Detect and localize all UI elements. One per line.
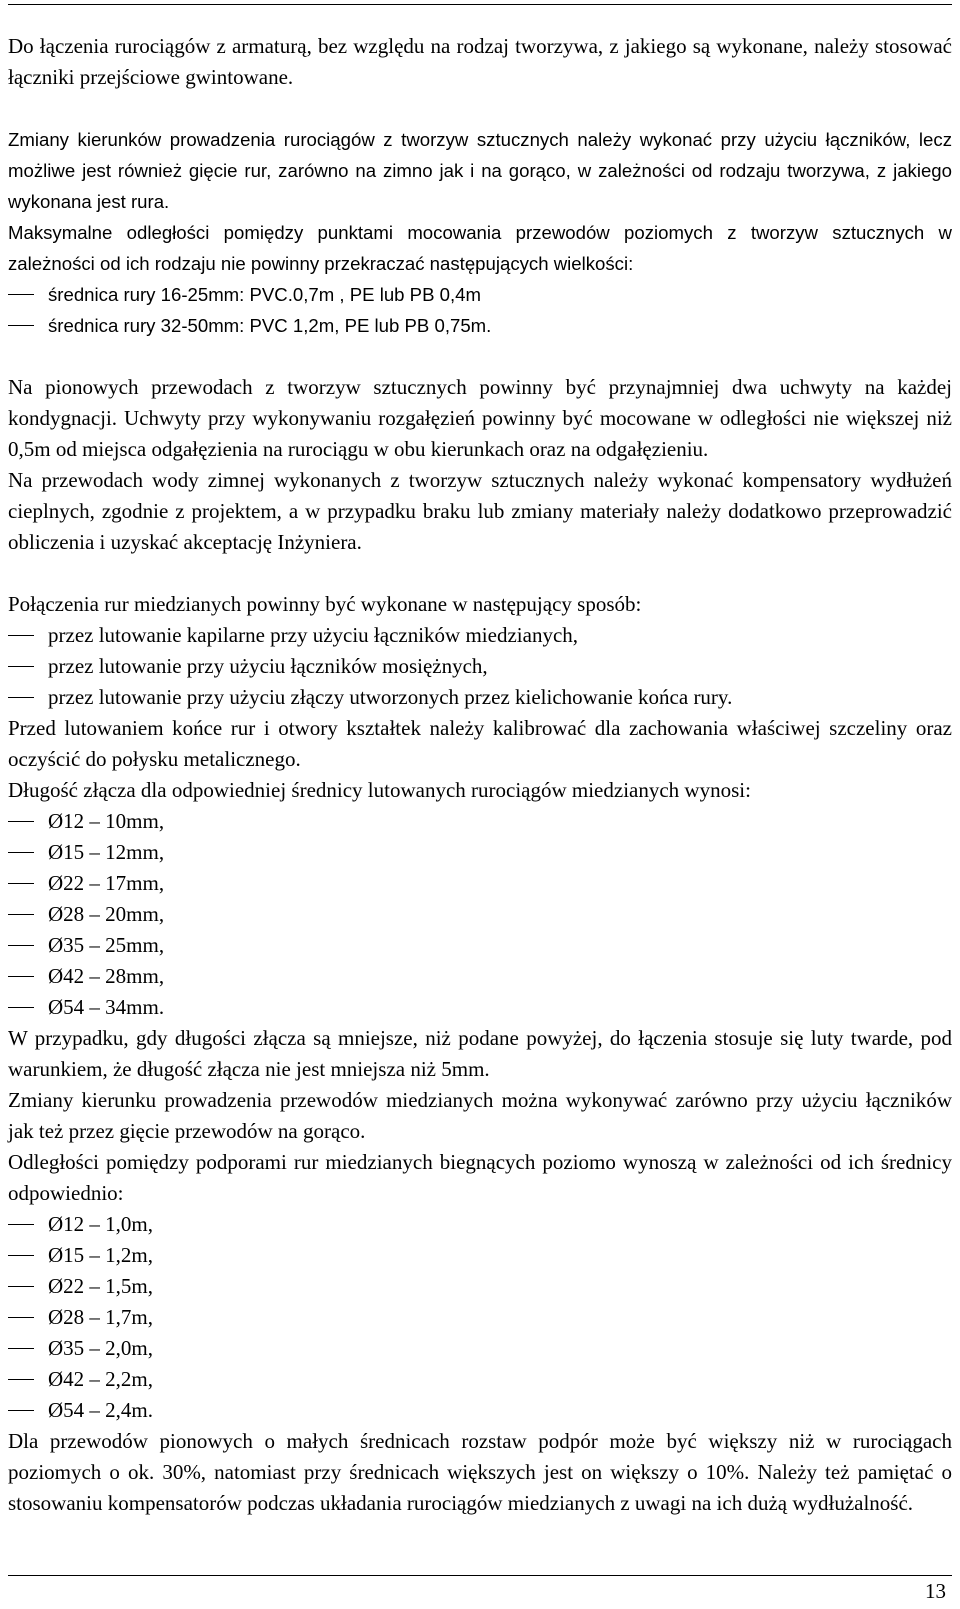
dash-icon	[8, 1007, 34, 1008]
list-joint-lengths	[8, 806, 952, 1023]
list-item: Ø35 – 25mm,	[8, 930, 952, 961]
dash-icon	[8, 325, 34, 326]
dash-icon	[8, 1410, 34, 1411]
footer-rule	[8, 1575, 952, 1576]
dash-icon	[8, 1317, 34, 1318]
paragraph-vertical-supports: Dla przewodów pionowych o małych średnicach rozstaw podpór może być większy niż w rurociągach poziomych o ok. 30%, natomiast przy średnicach większych jest on większy o 10%. Należy też pamiętać o stosowaniu kompensatorów podczas układania rurociągów miedzianych z uwagi na ich dużą wydłużalność.	[8, 1429, 952, 1515]
paragraph-direction-changes: Zmiany kierunków prowadzenia rurociągów z tworzyw sztucznych należy wykonać przy użyciu łączników, lecz możliwe jest również gięcie rur, zarówno na zimno jak i na gorąco, w zależności od rodzaju tworzywa, z jakiego wykonana jest rura.	[8, 129, 952, 212]
dash-icon	[8, 1379, 34, 1380]
dash-icon	[8, 1255, 34, 1256]
list-item: średnica rury 32-50mm: PVC 1,2m, PE lub PB 0,75m.	[8, 310, 952, 341]
paragraph-hard-solder: W przypadku, gdy długości złącza są mniejsze, niż podane powyżej, do łączenia stosuje się luty twarde, pod warunkiem, że długość złącza nie jest mniejsza niż 5mm.	[8, 1026, 952, 1081]
list-item: Ø22 – 1,5m,	[8, 1271, 952, 1302]
list-support-spacing	[8, 1209, 952, 1426]
dash-icon	[8, 697, 34, 698]
dash-icon	[8, 976, 34, 977]
list-item: Ø42 – 28mm,	[8, 961, 952, 992]
header-rule	[8, 4, 952, 5]
list-item: Ø54 – 34mm.	[8, 992, 952, 1023]
dash-icon	[8, 945, 34, 946]
dash-icon	[8, 1286, 34, 1287]
paragraph-joint-length: Długość złącza dla odpowiedniej średnicy lutowanych rurociągów miedzianych wynosi:	[8, 778, 751, 802]
list-item: Ø12 – 10mm,	[8, 806, 952, 837]
paragraph-support-distance: Odległości pomiędzy podporami rur miedzianych biegnących poziomo wynoszą w zależności od ich średnicy odpowiednio:	[8, 1150, 952, 1205]
dash-icon	[8, 852, 34, 853]
list-item: Ø54 – 2,4m.	[8, 1395, 952, 1426]
paragraph-gap	[8, 558, 952, 589]
dash-icon	[8, 821, 34, 822]
paragraph-gap	[8, 341, 952, 372]
list-item: Ø28 – 20mm,	[8, 899, 952, 930]
list-spacing-plastic	[8, 279, 952, 341]
list-item: średnica rury 16-25mm: PVC.0,7m , PE lub PB 0,4m	[8, 279, 952, 310]
list-item: Ø35 – 2,0m,	[8, 1333, 952, 1364]
paragraph-vertical-holders: Na pionowych przewodach z tworzyw sztucznych powinny być przynajmniej dwa uchwyty na każdej kondygnacji. Uchwyty przy wykonywaniu rozgałęzień powinny być mocowane w odległości nie większej niż 0,5m od miejsca odgałęzienia na rurociągu w obu kierunkach oraz na odgałęzieniu.	[8, 375, 952, 461]
list-item: Ø22 – 17mm,	[8, 868, 952, 899]
paragraph-copper-joints: Połączenia rur miedzianych powinny być wykonane w następujący sposób:	[8, 592, 642, 616]
list-item: Ø15 – 12mm,	[8, 837, 952, 868]
paragraph-gap	[8, 93, 952, 124]
list-item: przez lutowanie kapilarne przy użyciu łączników miedzianych,	[8, 620, 952, 651]
paragraph-calibration: Przed lutowaniem końce rur i otwory kształtek należy kalibrować dla zachowania właściwej szczeliny oraz oczyścić do połysku metalicznego.	[8, 716, 952, 771]
list-item: Ø15 – 1,2m,	[8, 1240, 952, 1271]
dash-icon	[8, 883, 34, 884]
dash-icon	[8, 1224, 34, 1225]
dash-icon	[8, 294, 34, 295]
paragraph-max-spacing: Maksymalne odległości pomiędzy punktami mocowania przewodów poziomych z tworzyw sztucznych w zależności od ich rodzaju nie powinny przekraczać następujących wielkości:	[8, 222, 952, 274]
dash-icon	[8, 1348, 34, 1349]
document-body	[8, 31, 952, 1519]
list-item: Ø42 – 2,2m,	[8, 1364, 952, 1395]
page-number: 13	[925, 1579, 946, 1603]
list-item: Ø28 – 1,7m,	[8, 1302, 952, 1333]
paragraph-fittings: Do łączenia rurociągów z armaturą, bez względu na rodzaj tworzywa, z jakiego są wykonane, należy stosować łączniki przejściowe gwintowane.	[8, 34, 952, 89]
dash-icon	[8, 914, 34, 915]
list-item: przez lutowanie przy użyciu łączników mosiężnych,	[8, 651, 952, 682]
list-item: przez lutowanie przy użyciu złączy utworzonych przez kielichowanie końca rury.	[8, 682, 952, 713]
list-item: Ø12 – 1,0m,	[8, 1209, 952, 1240]
dash-icon	[8, 635, 34, 636]
dash-icon	[8, 666, 34, 667]
paragraph-copper-bending: Zmiany kierunku prowadzenia przewodów miedzianych można wykonywać zarówno przy użyciu łączników jak też przez gięcie przewodów na gorąco.	[8, 1088, 952, 1143]
paragraph-compensators: Na przewodach wody zimnej wykonanych z tworzyw sztucznych należy wykonać kompensatory wydłużeń cieplnych, zgodnie z projektem, a w przypadku braku lub zmiany materiały należy dodatkowo przeprowadzić obliczenia i uzyskać akceptację Inżyniera.	[8, 468, 952, 554]
list-copper-methods	[8, 620, 952, 713]
